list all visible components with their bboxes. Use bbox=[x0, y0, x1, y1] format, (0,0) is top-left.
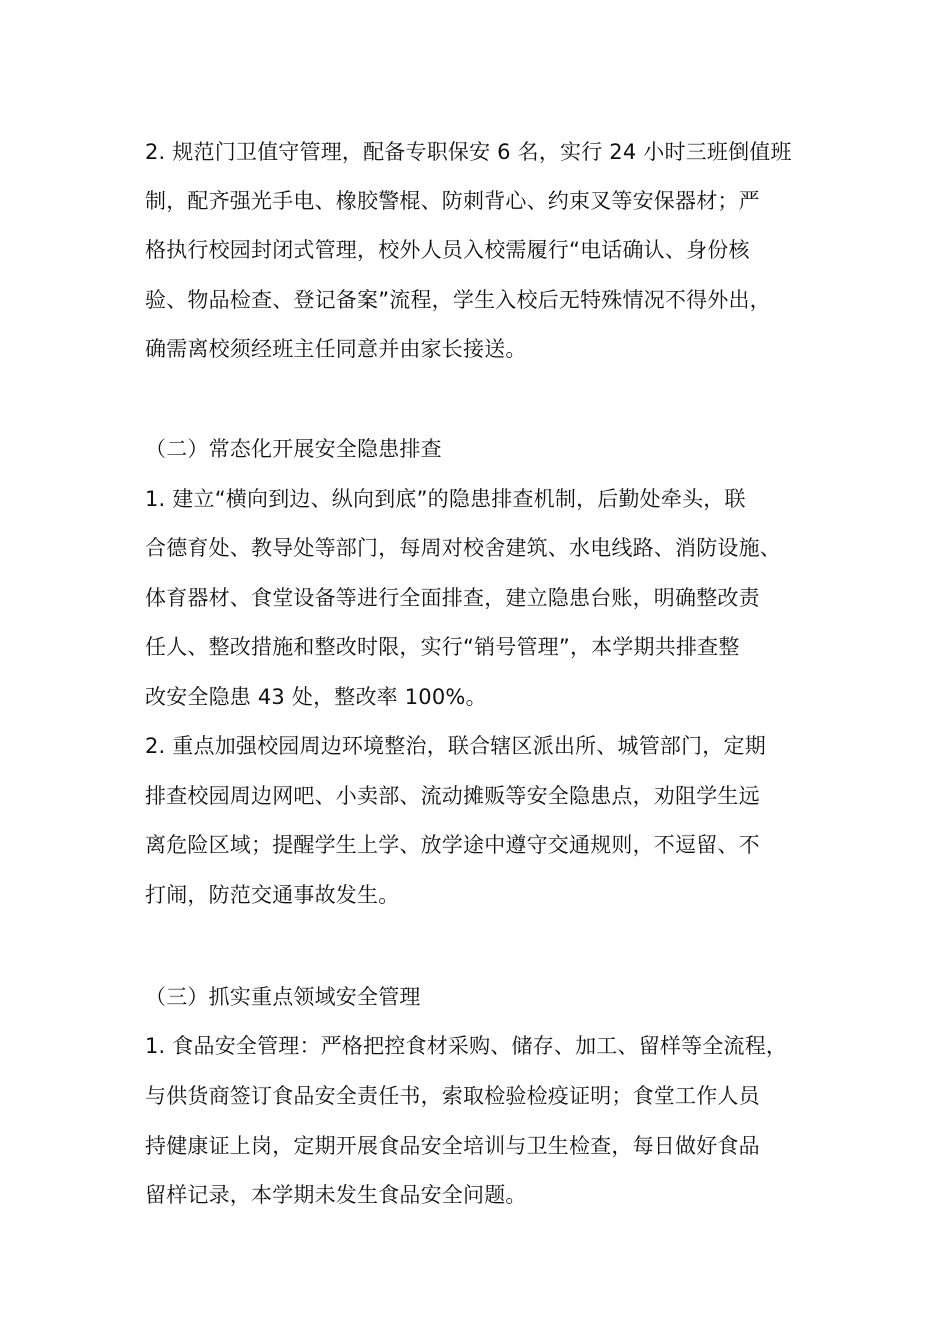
paragraph-line: 格执行校园封闭式管理，校外人员入校需履行“电话确认、身份核 bbox=[145, 238, 750, 262]
paragraph-line: 验、物品检查、登记备案”流程，学生入校后无特殊情况不得外出， bbox=[145, 288, 771, 312]
paragraph-line: 改安全隐患 43 处，整改率 100%。 bbox=[145, 685, 487, 709]
section-heading: （三）抓实重点领域安全管理 bbox=[145, 985, 421, 1009]
paragraph-line: 1. 建立“横向到边、纵向到底”的隐患排查机制，后勤处牵头，联 bbox=[145, 487, 746, 511]
paragraph-line: 2. 规范门卫值守管理，配备专职保安 6 名，实行 24 小时三班倒值班 bbox=[145, 140, 792, 164]
paragraph-line: 与供货商签订食品安全责任书，索取检验检疫证明；食堂工作人员 bbox=[145, 1084, 760, 1108]
paragraph-line: 持健康证上岗，定期开展食品安全培训与卫生检查，每日做好食品 bbox=[145, 1134, 760, 1158]
paragraph-line: 离危险区域；提醒学生上学、放学途中遵守交通规则，不逗留、不 bbox=[145, 833, 760, 857]
paragraph-line: 体育器材、食堂设备等进行全面排查，建立隐患台账，明确整改责 bbox=[145, 586, 760, 610]
section-heading: （二）常态化开展安全隐患排查 bbox=[145, 437, 442, 461]
paragraph-line: 合德育处、教导处等部门，每周对校舍建筑、水电线路、消防设施、 bbox=[145, 536, 781, 560]
paragraph-line: 打闹，防范交通事故发生。 bbox=[145, 883, 400, 907]
paragraph-line: 排查校园周边网吧、小卖部、流动摊贩等安全隐患点，劝阻学生远 bbox=[145, 784, 760, 808]
paragraph-line: 任人、整改措施和整改时限，实行“销号管理”，本学期共排查整 bbox=[145, 635, 740, 659]
paragraph-line: 制，配齐强光手电、橡胶警棍、防刺背心、约束叉等安保器材；严 bbox=[145, 189, 760, 213]
paragraph-line: 留样记录，本学期未发生食品安全问题。 bbox=[145, 1183, 527, 1207]
paragraph-line: 1. 食品安全管理：严格把控食材采购、储存、加工、留样等全流程， bbox=[145, 1034, 788, 1058]
paragraph-line: 确需离校须经班主任同意并由家长接送。 bbox=[145, 337, 527, 361]
paragraph-line: 2. 重点加强校园周边环境整治，联合辖区派出所、城管部门，定期 bbox=[145, 734, 766, 758]
